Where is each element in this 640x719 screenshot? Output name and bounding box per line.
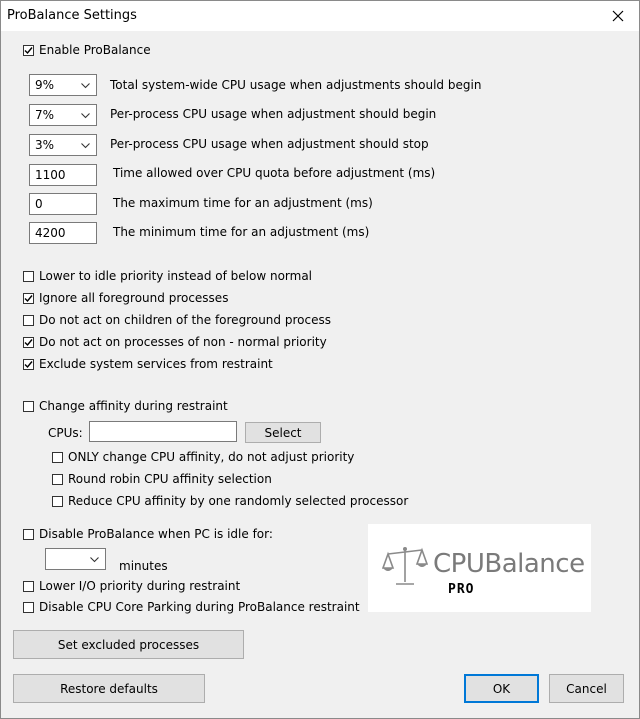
option-checkbox-3[interactable] [23,337,34,348]
disable-when-idle-checkbox[interactable] [23,529,34,540]
checkmark-icon [24,46,33,55]
restore-defaults-label: Restore defaults [60,681,158,696]
scale-icon [382,544,428,588]
threshold-label-1: Per-process CPU usage when adjustment should begin [110,107,437,121]
option-label-4: Exclude system services from restraint [39,357,273,371]
checkmark-icon [24,338,33,347]
cpubalance-logo [368,524,591,612]
set-excluded-processes-label: Set excluded processes [57,637,200,652]
select-cpus-button[interactable] [245,422,321,443]
chevron-down-icon [81,113,90,119]
option-checkbox-0[interactable] [23,271,34,282]
threshold-select-value: 7% [35,108,55,122]
select-cpus-button-label: Select [264,425,302,440]
affinity-sub-label-0: ONLY change CPU affinity, do not adjust priority [68,450,355,464]
option-label-0: Lower to idle priority instead of below normal [39,269,313,283]
checkmark-icon [24,294,33,303]
threshold-field-3[interactable]: 1100 [29,164,97,186]
cpus-input[interactable] [89,421,237,442]
option-checkbox-4[interactable] [23,359,34,370]
option-label-3: Do not act on processes of non - normal priority [39,335,327,349]
disable-when-idle-label: Disable ProBalance when PC is idle for: [39,527,273,541]
chevron-down-icon [90,557,99,563]
cancel-label: Cancel [566,681,607,696]
title-bar[interactable] [1,1,639,31]
window-title: ProBalance Settings [7,8,137,23]
threshold-select-1[interactable] [29,104,97,126]
extra-option-label-1: Disable CPU Core Parking during ProBalance restraint [39,600,360,614]
threshold-label-5: The minimum time for an adjustment (ms) [113,225,370,239]
change-affinity-checkbox[interactable] [23,401,34,412]
option-label-2: Do not act on children of the foreground process [39,313,331,327]
restore-defaults-button[interactable] [13,674,205,703]
chevron-down-icon [81,143,90,149]
close-icon [612,10,624,22]
cpus-label: CPUs: [48,426,83,440]
threshold-select-2[interactable] [29,134,97,156]
change-affinity-label: Change affinity during restraint [39,399,228,413]
close-button[interactable] [597,1,639,31]
logo-pro-text: PRO [448,582,475,597]
set-excluded-processes-button[interactable] [13,630,244,659]
threshold-select-0[interactable] [29,74,97,96]
affinity-sub-checkbox-2[interactable] [52,496,63,507]
ok-button[interactable] [464,674,539,703]
threshold-label-0: Total system-wide CPU usage when adjustments should begin [110,78,482,92]
minutes-label: minutes [119,559,168,573]
ok-label: OK [492,681,511,696]
extra-option-label-0: Lower I/O priority during restraint [39,579,241,593]
option-checkbox-1[interactable] [23,293,34,304]
option-label-1: Ignore all foreground processes [39,291,229,305]
cancel-button[interactable] [549,674,624,703]
threshold-label-3: Time allowed over CPU quota before adjustment (ms) [113,166,436,180]
chevron-down-icon [81,83,90,89]
affinity-sub-label-1: Round robin CPU affinity selection [68,472,272,486]
threshold-select-value: 9% [35,78,55,92]
enable-probalance-label: Enable ProBalance [39,43,151,57]
affinity-sub-label-2: Reduce CPU affinity by one randomly selected processor [68,494,409,508]
extra-option-checkbox-0[interactable] [23,581,34,592]
extra-option-checkbox-1[interactable] [23,602,34,613]
threshold-label-4: The maximum time for an adjustment (ms) [113,196,373,210]
checkmark-icon [24,360,33,369]
option-checkbox-2[interactable] [23,315,34,326]
logo-text: CPUBalance [433,549,585,579]
enable-probalance-checkbox[interactable] [23,45,34,56]
affinity-sub-checkbox-1[interactable] [52,474,63,485]
affinity-sub-checkbox-0[interactable] [52,452,63,463]
threshold-field-4[interactable]: 0 [29,193,97,215]
threshold-field-5[interactable]: 4200 [29,222,97,244]
idle-minutes-select[interactable] [45,548,106,570]
threshold-label-2: Per-process CPU usage when adjustment should stop [110,137,429,151]
threshold-select-value: 3% [35,138,55,152]
